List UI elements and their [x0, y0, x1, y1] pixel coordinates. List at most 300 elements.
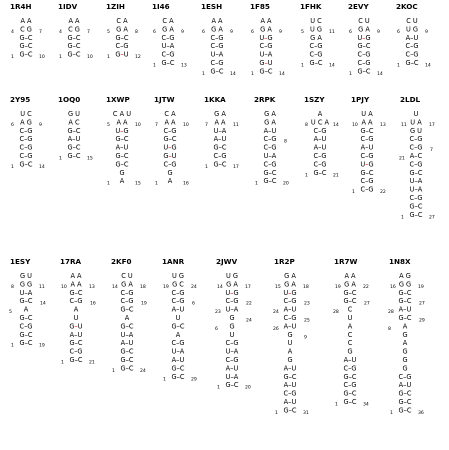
stem-base-pair: G–C: [19, 339, 33, 348]
stem-base-pair: G–C: [213, 143, 227, 152]
pdb-id-label: 1N8X: [389, 257, 411, 266]
structure-1r4h: [10, 2, 45, 60]
bulge-index: 24: [273, 310, 279, 316]
loop-nucleotides: G A: [344, 280, 356, 289]
loop-end-index: 11: [39, 284, 45, 290]
loop-nucleotides: A A: [361, 118, 373, 127]
loop-nucleotides: C U: [406, 17, 418, 25]
stem-base-pair: A: [402, 339, 408, 348]
stem-base-pair: U: [347, 314, 353, 322]
loop-nucleotides: C A U: [112, 110, 132, 118]
stem-base-pair: C–G: [19, 322, 33, 331]
loop-nucleotides: A C: [68, 118, 80, 127]
loop-start-index: 8: [305, 122, 308, 128]
loop-end-index: 10: [183, 122, 189, 128]
stem-base-pair: C–G: [283, 297, 297, 306]
loop-nucleotides: C G: [20, 25, 32, 34]
stem-base-pair: G–C: [19, 330, 33, 339]
bulge-index: 27: [364, 301, 370, 307]
stem-base-pair: G–C: [19, 42, 33, 51]
loop-end-index: 14: [333, 122, 339, 128]
stem-base-pair: A–U: [360, 143, 374, 152]
pdb-id-label: 17RA: [60, 257, 82, 266]
stem-base-pair: U–G: [259, 33, 273, 42]
stem-base-pair: U–G: [163, 143, 177, 152]
stem-base-pair: G–C: [120, 356, 134, 364]
start-index: 1: [11, 164, 14, 170]
loop-start-index: 15: [275, 284, 281, 290]
stem-base-pair: U–A: [161, 42, 175, 51]
stem-base-pair: C–G: [263, 143, 277, 152]
loop-start-index: 7: [205, 122, 208, 128]
stem-base-pair: U–A: [225, 305, 239, 314]
bulge-index: 24: [246, 318, 252, 324]
pdb-id-label: 1FHK: [300, 2, 322, 11]
stem-base-pair: C–G: [283, 389, 297, 398]
stem-base-pair: C–G: [405, 50, 419, 59]
stem-base-pair: G–C: [309, 59, 323, 67]
stem-base-pair: U–A: [259, 50, 273, 59]
bulge-index: 21: [399, 156, 405, 162]
end-index: 12: [135, 55, 141, 61]
stem-base-pair: A–U: [398, 305, 412, 314]
pdb-id-label: 1ESY: [10, 257, 31, 266]
stem-base-pair: C–G: [398, 372, 412, 381]
loop-start-index: 19: [335, 284, 341, 290]
pdb-id-label: 1KKA: [204, 95, 226, 104]
stem-base-pair: U–A: [263, 152, 277, 160]
loop-end-index: 13: [89, 284, 95, 290]
start-index: 1: [112, 368, 115, 374]
start-index: 1: [352, 190, 355, 196]
stem-base-pair: G–C: [343, 288, 357, 297]
start-index: 1: [301, 63, 304, 69]
loop-start-index: 6: [11, 122, 14, 128]
end-index: 20: [283, 181, 289, 187]
loop-end-index: 9: [181, 29, 184, 35]
end-index: 20: [245, 385, 251, 391]
stem-base-pair: U–G: [357, 33, 371, 42]
stem-base-pair: G–C: [409, 168, 423, 177]
stem-base-pair: C–G: [409, 143, 423, 152]
loop-nucleotides: G A: [116, 25, 128, 34]
pdb-id-label: 1OQ0: [58, 95, 81, 104]
stem-base-pair: C–G: [163, 160, 177, 169]
end-index: 24: [140, 368, 146, 374]
loop-nucleotides: A G: [399, 272, 411, 280]
stem-base-pair: G: [347, 347, 353, 356]
stem-base-pair: G–C: [343, 372, 357, 381]
structure-1n8x: [388, 257, 425, 416]
stem-base-pair: G–C: [398, 297, 412, 306]
stem-base-pair: C–G: [405, 42, 419, 51]
stem-base-pair: G–C: [259, 67, 273, 76]
stem-base-pair: C–G: [360, 185, 374, 194]
pdb-id-label: 1ZIH: [106, 2, 125, 11]
stem-base-pair: C–G: [263, 160, 277, 169]
stem-base-pair: G–C: [357, 67, 371, 76]
start-index: 1: [153, 63, 156, 69]
loop-nucleotides: G G: [398, 280, 412, 289]
stem-base-pair: C–G: [360, 177, 374, 186]
stem-base-pair: C–G: [313, 160, 327, 169]
stem-base-pair: G–C: [398, 398, 412, 406]
stem-base-pair: A–U: [283, 364, 297, 373]
stem-base-pair: C–G: [259, 42, 273, 51]
loop-nucleotides: A A: [70, 280, 82, 289]
start-index: 1: [163, 377, 166, 383]
loop-end-index: 11: [233, 122, 239, 128]
end-index: 10: [39, 55, 45, 61]
stem-base-pair: G–C: [120, 347, 134, 356]
bulge-index: 26: [273, 326, 279, 332]
structure-2kf0: [111, 257, 147, 374]
loop-nucleotides: U C: [20, 110, 32, 118]
loop-nucleotides: U: [413, 110, 419, 118]
loop-nucleotides: A A: [211, 17, 223, 25]
bulge-index: 23: [215, 310, 221, 316]
loop-nucleotides: A: [317, 110, 323, 118]
loop-nucleotides: G U: [409, 126, 423, 135]
bulge-index: 28: [333, 310, 339, 316]
bulge-index: 16: [90, 301, 96, 307]
stem-base-pair: C: [347, 339, 353, 348]
loop-nucleotides: G A: [226, 280, 238, 289]
stem-base-pair: C–G: [120, 288, 134, 297]
loop-nucleotides: U G: [309, 25, 323, 34]
loop-end-index: 17: [429, 122, 435, 128]
stem-base-pair: G–C: [115, 152, 129, 160]
start-index: 1: [390, 410, 393, 416]
stem-base-pair: G: [229, 314, 235, 322]
end-index: 14: [39, 164, 45, 170]
stem-base-pair: C–G: [313, 152, 327, 160]
structure-17ra: [60, 257, 96, 366]
bulge-index: 23: [304, 301, 310, 307]
stem-base-pair: A–U: [343, 356, 357, 364]
loop-nucleotides: G A: [214, 110, 226, 118]
stem-base-pair: G–C: [69, 339, 83, 348]
pdb-id-label: 1R4H: [10, 2, 32, 11]
pdb-id-label: 1ANR: [162, 257, 185, 266]
stem-base-pair: G–C: [283, 406, 297, 415]
stem-base-pair: G–C: [161, 59, 175, 67]
stem-base-pair: U–G: [283, 288, 297, 297]
loop-nucleotides: G A: [310, 33, 322, 42]
stem-base-pair: U: [175, 314, 181, 322]
start-index: 1: [59, 156, 62, 162]
stem-base-pair: C–G: [210, 33, 224, 42]
stem-base-pair: G–C: [409, 210, 423, 219]
stem-base-pair: C–G: [19, 126, 33, 135]
loop-end-index: 7: [87, 29, 90, 35]
loop-nucleotides: A A: [344, 272, 356, 280]
bulge-index: 9: [304, 335, 307, 341]
stem-base-pair: A–U: [69, 330, 83, 339]
stem-base-pair: C–G: [225, 297, 239, 306]
stem-base-pair: U–A: [213, 126, 227, 135]
stem-base-pair: A: [73, 305, 79, 314]
stem-base-pair: C–G: [19, 135, 33, 144]
stem-base-pair: G: [119, 168, 125, 177]
structure-1kka: [204, 95, 239, 170]
stem-base-pair: U–A: [19, 288, 33, 297]
pdb-id-label: 1ESH: [201, 2, 223, 11]
stem-base-pair: A: [402, 322, 408, 331]
bulge-index: 14: [40, 301, 46, 307]
structure-2jwv: [215, 257, 252, 391]
end-index: 14: [230, 71, 236, 77]
start-index: 1: [401, 215, 404, 221]
stem-base-pair: G–C: [67, 143, 81, 152]
stem-base-pair: A: [23, 305, 29, 314]
stem-base-pair: A–U: [283, 381, 297, 390]
stem-base-pair: G–C: [115, 135, 129, 144]
stem-base-pair: A–U: [171, 356, 185, 364]
stem-base-pair: G: [287, 330, 293, 339]
end-index: 27: [429, 215, 435, 221]
stem-base-pair: A–U: [398, 381, 412, 390]
loop-start-index: 4: [11, 29, 14, 35]
start-index: 1: [155, 181, 158, 187]
structure-1pjy: [351, 95, 386, 195]
stem-base-pair: C–G: [69, 297, 83, 306]
stem-base-pair: A–U: [283, 398, 297, 406]
loop-end-index: 9: [230, 29, 233, 35]
stem-base-pair: C–G: [210, 42, 224, 51]
stem-base-pair: A–U: [225, 364, 239, 373]
stem-base-pair: U: [287, 339, 293, 348]
start-index: 1: [217, 385, 220, 391]
stem-base-pair: G–C: [69, 288, 83, 297]
stem-base-pair: G–C: [283, 372, 297, 381]
loop-start-index: 10: [61, 284, 67, 290]
end-index: 34: [363, 402, 369, 408]
loop-end-index: 13: [380, 122, 386, 128]
loop-end-index: 19: [418, 284, 424, 290]
stem-base-pair: C: [347, 330, 353, 339]
pdb-id-label: 2KF0: [111, 257, 132, 266]
end-index: 21: [89, 360, 95, 366]
structure-1r2p: [273, 257, 310, 416]
loop-nucleotides: C U: [121, 272, 133, 280]
structure-2rpk: [254, 95, 289, 187]
stem-base-pair: G–C: [67, 33, 81, 42]
loop-nucleotides: G A: [284, 280, 296, 289]
stem-base-pair: C–G: [343, 364, 357, 373]
loop-start-index: 6: [251, 29, 254, 35]
loop-nucleotides: G A: [162, 25, 174, 34]
end-index: 13: [181, 63, 187, 69]
stem-base-pair: G–C: [343, 398, 357, 406]
end-index: 10: [87, 55, 93, 61]
end-index: 14: [377, 71, 383, 77]
loop-start-index: 8: [11, 284, 14, 290]
loop-nucleotides: G U: [67, 110, 81, 118]
stem-base-pair: C–G: [357, 50, 371, 59]
start-index: 1: [349, 71, 352, 77]
loop-nucleotides: G A: [121, 280, 133, 289]
structure-1xwp: [106, 95, 141, 187]
stem-base-pair: G–C: [115, 33, 129, 42]
stem-base-pair: C–G: [409, 160, 423, 169]
loop-nucleotides: C A: [116, 17, 128, 25]
stem-base-pair: G–C: [210, 67, 224, 76]
start-index: 1: [202, 71, 205, 77]
loop-nucleotides: G C: [172, 280, 184, 289]
loop-start-index: 19: [163, 284, 169, 290]
loop-nucleotides: G A: [284, 272, 296, 280]
pdb-id-label: 1PJY: [351, 95, 370, 104]
stem-base-pair: A–U: [313, 135, 327, 144]
stem-base-pair: A: [347, 322, 353, 331]
pdb-id-label: 2KOC: [396, 2, 418, 11]
stem-base-pair: A: [119, 177, 125, 186]
loop-nucleotides: U G: [171, 272, 185, 280]
stem-base-pair: C–G: [409, 194, 423, 202]
stem-base-pair: A–U: [171, 305, 185, 314]
pdb-id-label: 1XWP: [106, 95, 130, 104]
start-index: 1: [11, 343, 14, 349]
bulge-index: 8: [388, 326, 391, 332]
stem-base-pair: A–U: [213, 135, 227, 144]
structure-2ldl: [399, 95, 435, 220]
stem-base-pair: C–G: [161, 33, 175, 42]
stem-base-pair: A–C: [409, 152, 423, 160]
stem-base-pair: G–C: [67, 152, 81, 160]
structure-1oq0: [58, 95, 93, 162]
stem-base-pair: G–C: [171, 364, 185, 373]
bulge-index: 28: [388, 310, 394, 316]
loop-start-index: 10: [352, 122, 358, 128]
pdb-id-label: 2EVY: [348, 2, 369, 11]
loop-nucleotides: C U: [358, 17, 370, 25]
loop-nucleotides: A A: [116, 118, 128, 127]
stem-base-pair: C–G: [360, 135, 374, 144]
pdb-id-label: 1R7W: [334, 257, 358, 266]
stem-base-pair: G–U: [115, 50, 129, 59]
loop-nucleotides: A G: [20, 118, 32, 127]
end-index: 14: [329, 63, 335, 69]
bulge-index: 8: [284, 139, 287, 145]
stem-base-pair: G–C: [171, 372, 185, 381]
bulge-index: 7: [430, 148, 433, 154]
structure-1idv: [58, 2, 93, 60]
structure-1zih: [106, 2, 141, 60]
loop-nucleotides: A A: [68, 17, 80, 25]
pdb-id-label: 1SZY: [304, 95, 325, 104]
end-index: 14: [279, 71, 285, 77]
pdb-id-label: 1JTW: [154, 95, 175, 104]
end-index: 16: [183, 181, 189, 187]
loop-nucleotides: C G: [68, 25, 80, 34]
structure-1fhk: [300, 2, 335, 69]
stem-base-pair: G–C: [213, 160, 227, 169]
end-index: 22: [380, 190, 386, 196]
end-index: 14: [425, 63, 431, 69]
stem-base-pair: G–C: [357, 42, 371, 51]
stem-base-pair: U: [73, 314, 79, 322]
loop-nucleotides: U G: [405, 25, 419, 34]
stem-base-pair: G–C: [19, 33, 33, 42]
start-index: 1: [107, 181, 110, 187]
stem-base-pair: C–G: [115, 42, 129, 51]
stem-base-pair: A–U: [283, 322, 297, 331]
loop-start-index: 14: [112, 284, 118, 290]
stem-base-pair: G–C: [120, 364, 134, 373]
loop-start-index: 6: [153, 29, 156, 35]
stem-base-pair: G–U: [69, 322, 83, 331]
stem-base-pair: U: [229, 330, 235, 339]
stem-base-pair: U–A: [225, 347, 239, 356]
loop-nucleotides: U A: [410, 118, 422, 127]
stem-base-pair: C–G: [309, 42, 323, 51]
loop-end-index: 24: [191, 284, 197, 290]
loop-nucleotides: G A: [211, 25, 223, 34]
stem-base-pair: G: [287, 356, 293, 364]
bulge-index: 22: [246, 301, 252, 307]
stem-base-pair: C: [347, 305, 353, 314]
loop-start-index: 6: [397, 29, 400, 35]
bulge-index: 25: [304, 318, 310, 324]
start-index: 1: [59, 55, 62, 61]
stem-base-pair: U–A: [409, 177, 423, 186]
loop-nucleotides: A A: [260, 17, 272, 25]
stem-base-pair: G: [402, 364, 408, 373]
loop-start-index: 11: [401, 122, 407, 128]
stem-base-pair: G–C: [163, 135, 177, 144]
structure-1jtw: [154, 95, 189, 187]
stem-base-pair: C–G: [19, 143, 33, 152]
stem-base-pair: A: [175, 330, 181, 339]
stem-base-pair: G–C: [69, 356, 83, 364]
stem-base-pair: U–A: [225, 372, 239, 381]
start-index: 1: [11, 55, 14, 61]
stem-base-pair: C–G: [263, 135, 277, 144]
stem-base-pair: C–G: [343, 381, 357, 390]
stem-base-pair: A: [287, 347, 293, 356]
loop-end-index: 9: [425, 29, 428, 35]
loop-end-index: 22: [363, 284, 369, 290]
stem-base-pair: A: [167, 177, 173, 186]
loop-start-index: 14: [217, 284, 223, 290]
loop-nucleotides: G G: [19, 280, 33, 289]
loop-nucleotides: A A: [214, 118, 226, 127]
stem-base-pair: G–C: [398, 406, 412, 415]
stem-base-pair: G–C: [115, 160, 129, 169]
bulge-index: 29: [419, 318, 425, 324]
stem-base-pair: G–C: [398, 314, 412, 322]
stem-base-pair: C–G: [225, 356, 239, 364]
stem-base-pair: G–C: [19, 297, 33, 306]
stem-base-pair: G–U: [163, 152, 177, 160]
stem-base-pair: G–C: [343, 297, 357, 306]
stem-base-pair: G–C: [343, 389, 357, 398]
loop-end-index: 10: [135, 122, 141, 128]
stem-base-pair: G–C: [409, 202, 423, 211]
loop-nucleotides: G A: [264, 110, 276, 118]
loop-start-index: 5: [301, 29, 304, 35]
stem-base-pair: A–U: [115, 143, 129, 152]
pdb-id-label: 2Y95: [10, 95, 31, 104]
stem-base-pair: U–A: [409, 185, 423, 194]
loop-end-index: 11: [329, 29, 335, 35]
end-index: 29: [191, 377, 197, 383]
stem-base-pair: C–G: [283, 314, 297, 322]
stem-base-pair: U–G: [225, 288, 239, 297]
start-index: 1: [107, 55, 110, 61]
stem-base-pair: C–G: [210, 59, 224, 67]
